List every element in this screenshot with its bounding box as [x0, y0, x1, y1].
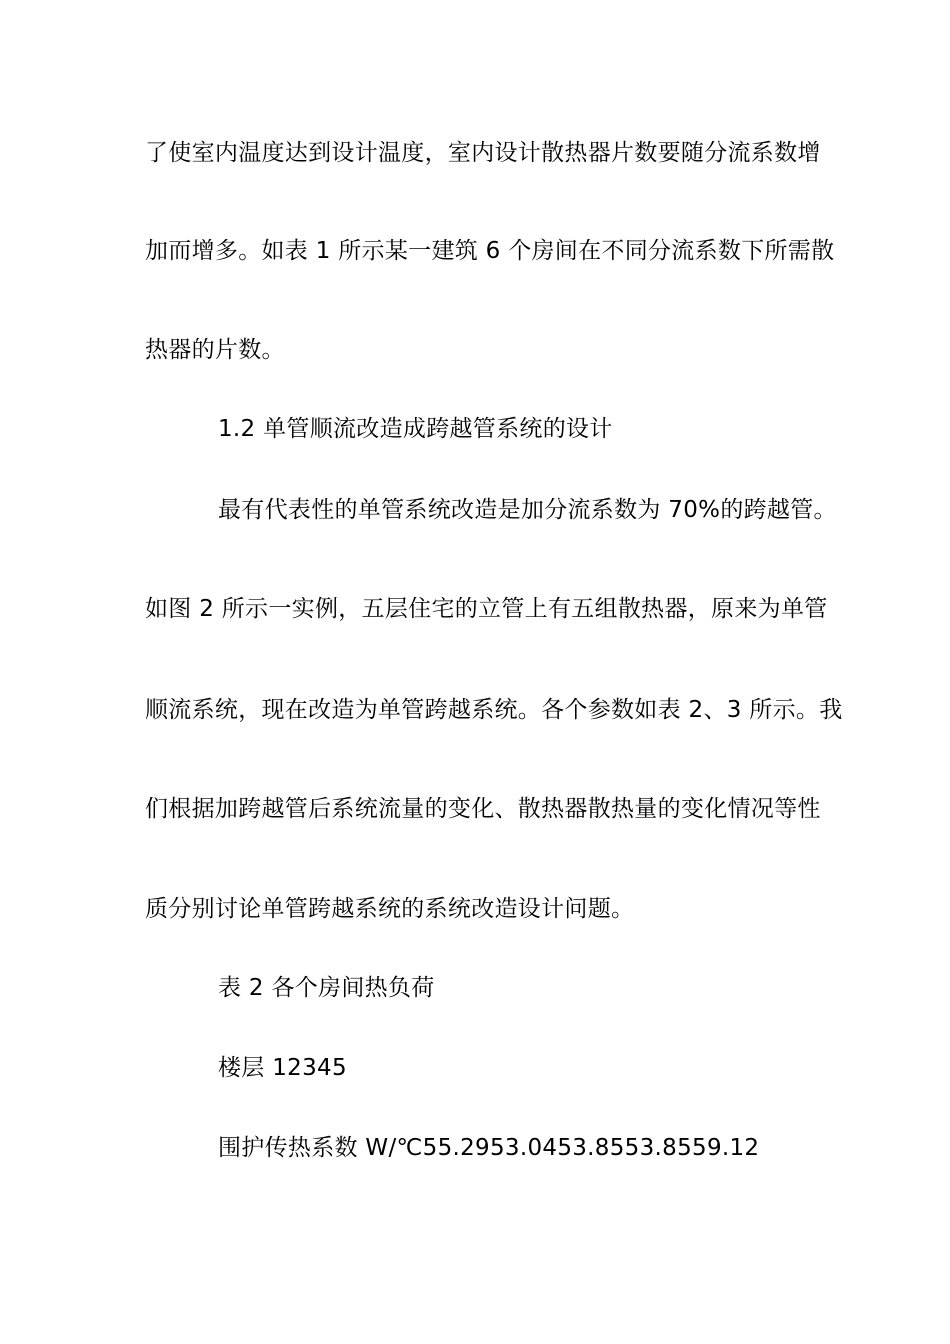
paragraph-line-6: 如图 2 所示一实例，五层住宅的立管上有五组散热器，原来为单管	[145, 596, 828, 622]
paragraph-line-8: 们根据加跨越管后系统流量的变化、散热器散热量的变化情况等性	[145, 796, 821, 822]
table-row-floor: 楼层 12345	[218, 1055, 347, 1081]
paragraph-line-2: 加而增多。如表 1 所示某一建筑 6 个房间在不同分流系数下所需散	[145, 238, 835, 264]
table-caption: 表 2 各个房间热负荷	[218, 975, 435, 1001]
paragraph-line-7: 顺流系统，现在改造为单管跨越系统。各个参数如表 2、3 所示。我	[145, 697, 843, 723]
paragraph-line-9: 质分别讨论单管跨越系统的系统改造设计问题。	[145, 896, 635, 922]
section-heading: 1.2 单管顺流改造成跨越管系统的设计	[218, 416, 613, 442]
paragraph-line-3: 热器的片数。	[145, 337, 285, 363]
paragraph-line-5: 最有代表性的单管系统改造是加分流系数为 70%的跨越管。	[218, 497, 837, 523]
paragraph-line-1: 了使室内温度达到设计温度，室内设计散热器片数要随分流系数增	[145, 140, 821, 166]
table-row-heat-transfer: 围护传热系数 W/℃55.2953.0453.8553.8559.12	[218, 1135, 760, 1161]
